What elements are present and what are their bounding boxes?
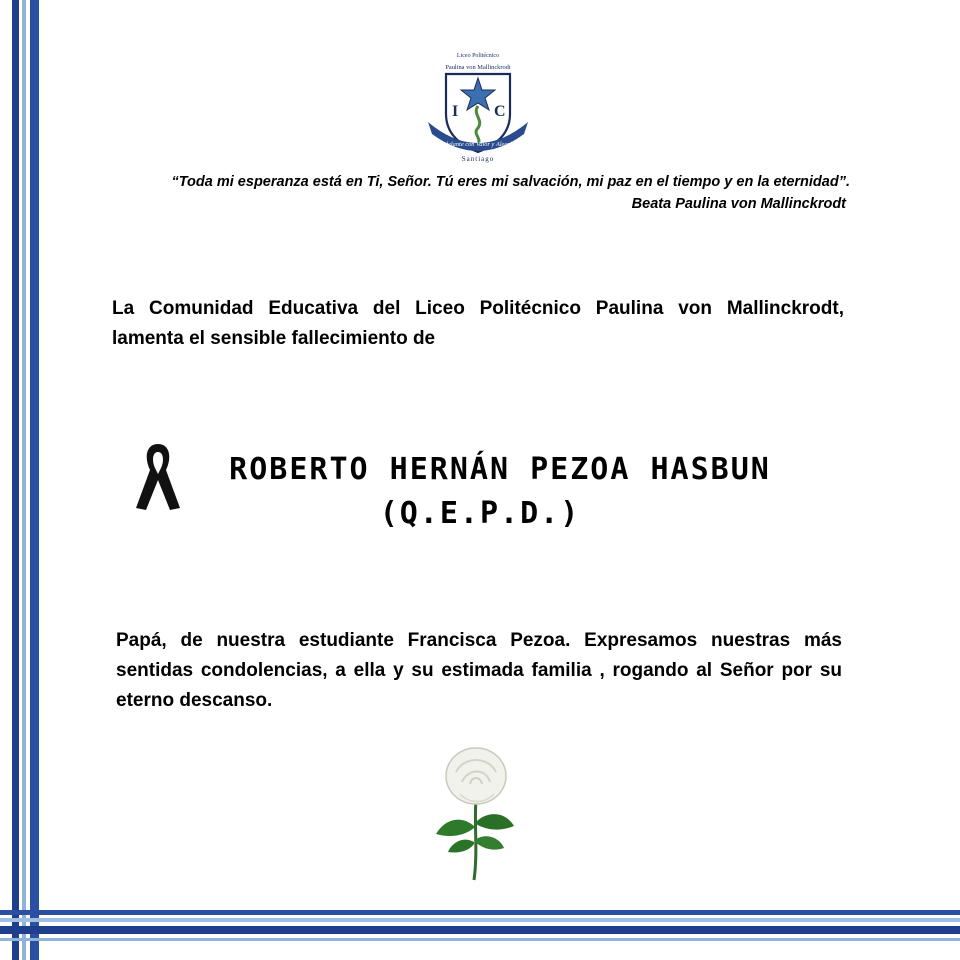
deceased-suffix: (Q.E.P.D.) bbox=[379, 496, 581, 531]
border-stripe-left-2 bbox=[22, 0, 26, 960]
crest-letter-left: I bbox=[452, 103, 459, 120]
deceased-name: ROBERTO HERNÁN PEZOA HASBUN bbox=[229, 452, 771, 487]
border-stripe-bottom-3 bbox=[0, 926, 960, 934]
school-crest-logo bbox=[424, 48, 532, 164]
crest-top-text-1: Liceo Politécnico bbox=[456, 53, 500, 59]
quote-text: “Toda mi esperanza está en Ti, Señor. Tú eres mi salvación, mi paz en el tiempo y en la eternidad”. bbox=[171, 174, 850, 190]
intro-paragraph: La Comunidad Educativa del Liceo Politécnico Paulina von Mallinckrodt, lamenta el sensible fallecimiento de bbox=[112, 298, 844, 349]
crest-letter-right: C bbox=[494, 103, 506, 120]
deceased-name-block bbox=[150, 448, 810, 536]
crest-motto: Adelante con Valor y Alegría bbox=[440, 141, 516, 148]
border-stripe-bottom-1 bbox=[0, 910, 960, 915]
quote-block bbox=[120, 174, 850, 212]
crest-top-text-2: Paulina von Mallinckrodt bbox=[445, 64, 511, 71]
condolence-message: Papá, de nuestra estudiante Francisca Pezoa. Expresamos nuestras más sentidas condolencias, a ella y su estimada familia , rogando al Señor por su eterno descanso. bbox=[116, 630, 842, 711]
border-stripe-bottom-4 bbox=[0, 938, 960, 941]
white-rose-icon bbox=[430, 742, 520, 884]
quote-author: Beata Paulina von Mallinckrodt bbox=[631, 196, 846, 212]
border-stripe-bottom-2 bbox=[0, 918, 960, 922]
border-stripe-left-1 bbox=[12, 0, 19, 960]
border-stripe-left-3 bbox=[30, 0, 39, 960]
crest-city: Santiago bbox=[461, 155, 495, 163]
